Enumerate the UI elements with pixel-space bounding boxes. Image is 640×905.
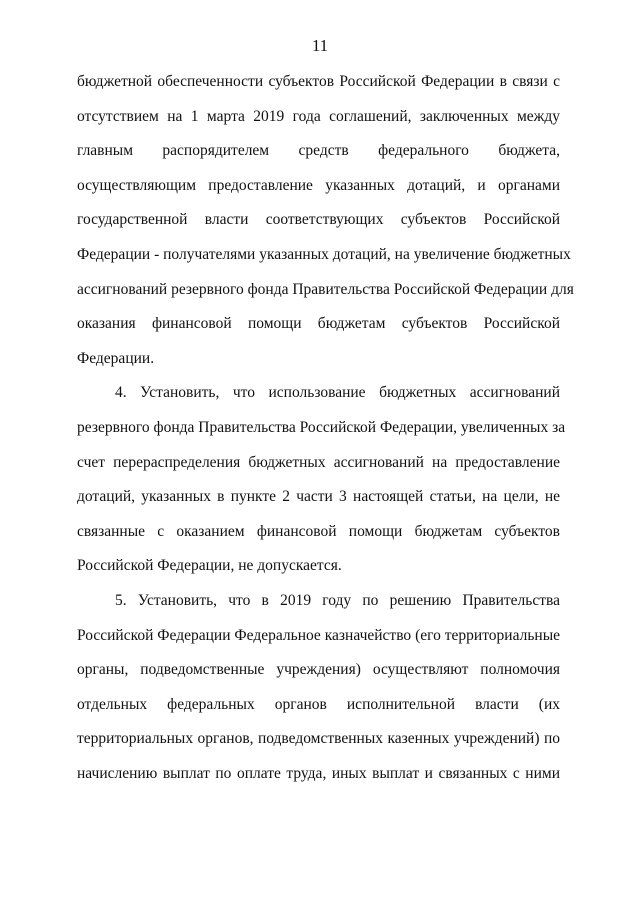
text-line: ассигнований резервного фонда Правительства Российской Федерации для <box>77 280 574 298</box>
text-line: счет перераспределения бюджетных ассигнований на предоставление <box>77 453 560 471</box>
text-line: Российской Федерации, не допускается. <box>77 557 342 575</box>
text-line: государственной власти соответствующих субъектов Российской <box>77 211 560 229</box>
paragraph-item-5 <box>77 584 560 792</box>
text-line: органы, подведомственные учреждения) осуществляют полномочия <box>77 661 560 679</box>
text-line: Федерации. <box>77 349 155 367</box>
document-body <box>77 65 574 791</box>
paragraph-item-4 <box>77 376 566 584</box>
text-line: главным распорядителем средств федерального бюджета, <box>77 142 560 160</box>
text-line: начислению выплат по оплате труда, иных выплат и связанных с ними <box>77 764 560 782</box>
paragraph-continuation <box>77 65 574 376</box>
text-line: резервного фонда Правительства Российской Федерации, увеличенных за <box>77 418 566 436</box>
text-line: территориальных органов, подведомственных казенных учреждений) по <box>77 730 560 748</box>
text-line: Российской Федерации Федеральное казначейство (его территориальные <box>77 626 560 644</box>
text-line: отдельных федеральных органов исполнительной власти (их <box>77 695 560 713</box>
text-line: Федерации - получателями указанных дотаций, на увеличение бюджетных <box>77 245 571 263</box>
text-line: связанные с оказанием финансовой помощи бюджетам субъектов <box>77 522 560 540</box>
text-line: дотаций, указанных в пункте 2 части 3 настоящей статьи, на цели, не <box>77 488 560 506</box>
text-line: оказания финансовой помощи бюджетам субъектов Российской <box>77 315 560 333</box>
text-line: отсутствием на 1 марта 2019 года соглашений, заключенных между <box>77 107 560 125</box>
text-line: бюджетной обеспеченности субъектов Российской Федерации в связи с <box>77 73 560 90</box>
page-number: 11 <box>311 36 329 55</box>
text-line: 4. Установить, что использование бюджетных ассигнований <box>115 384 560 402</box>
text-line: 5. Установить, что в 2019 году по решению Правительства <box>115 591 560 609</box>
text-line: осуществляющим предоставление указанных дотаций, и органами <box>77 176 560 194</box>
